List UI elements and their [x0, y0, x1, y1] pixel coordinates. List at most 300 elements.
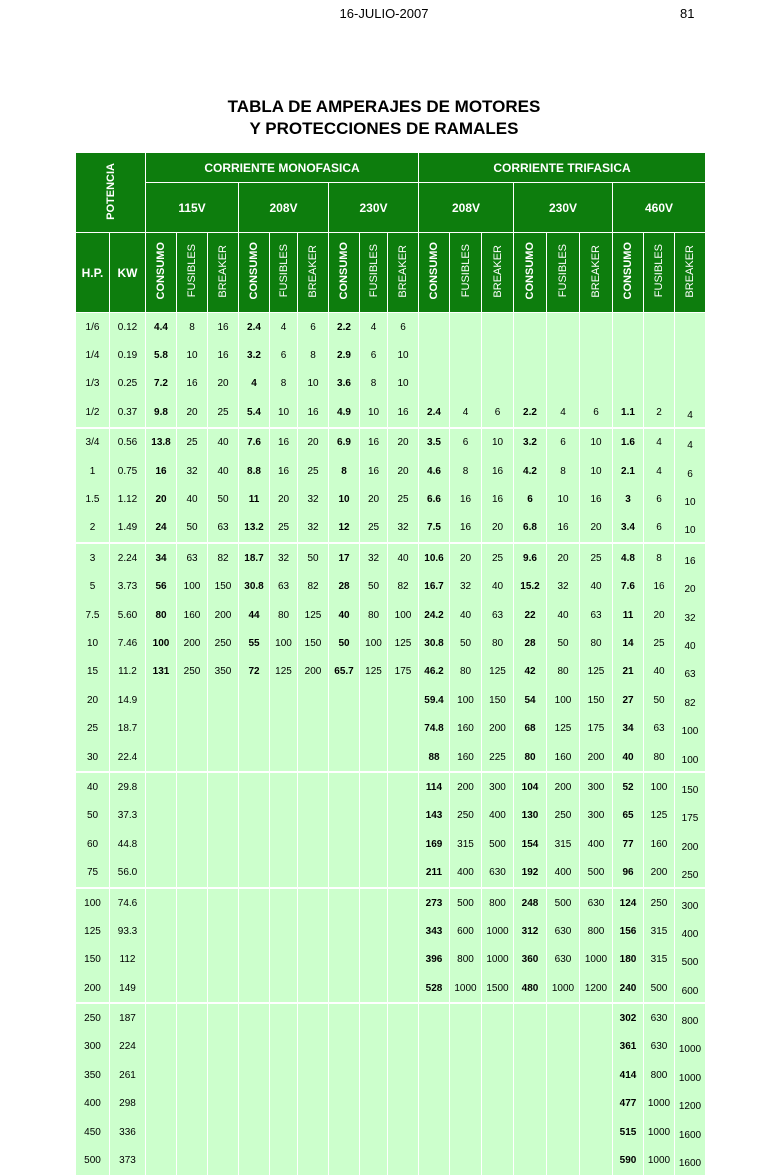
table-cell: [482, 370, 514, 398]
table-row: [76, 1061, 706, 1089]
table-cell: 300: [482, 772, 514, 801]
consumo-cell: 273: [419, 888, 450, 917]
hp-cell: 3: [76, 543, 110, 572]
table-cell: 500: [644, 974, 675, 1003]
consumo-cell: 46.2: [419, 658, 450, 686]
breaker-header: [675, 233, 706, 313]
table-cell: [208, 917, 239, 945]
table-cell: [298, 802, 329, 830]
consumo-cell: [329, 743, 360, 772]
table-cell: 100: [675, 743, 706, 772]
fusibles-label: FUSIBLES: [186, 244, 198, 298]
consumo-cell: [146, 888, 177, 917]
table-cell: 63: [270, 573, 298, 601]
potencia-header: [76, 153, 146, 233]
consumo-cell: 2.4: [239, 313, 270, 342]
table-cell: [270, 1090, 298, 1118]
table-cell: [270, 830, 298, 858]
consumo-cell: [239, 802, 270, 830]
table-cell: 10: [675, 485, 706, 513]
table-cell: 50: [177, 514, 208, 543]
table-cell: [208, 1146, 239, 1174]
fusibles-header: [450, 233, 482, 313]
consumo-cell: 3.2: [514, 428, 547, 457]
kw-cell: 7.46: [110, 629, 146, 657]
table-cell: 82: [208, 543, 239, 572]
table-cell: 8: [270, 370, 298, 398]
table-row: [76, 514, 706, 543]
consumo-cell: [239, 1090, 270, 1118]
table-row: [76, 1146, 706, 1174]
consumo-cell: 480: [514, 974, 547, 1003]
table-cell: 10: [580, 457, 613, 485]
table-cell: 8: [450, 457, 482, 485]
table-row: [76, 573, 706, 601]
table-cell: [177, 714, 208, 742]
table-cell: 200: [298, 658, 329, 686]
table-row: [76, 772, 706, 801]
consumo-cell: 3.4: [613, 514, 644, 543]
hp-cell: 1/2: [76, 398, 110, 427]
table-row: [76, 830, 706, 858]
consumo-cell: 2.4: [419, 398, 450, 427]
table-cell: 50: [208, 485, 239, 513]
consumo-cell: 50: [329, 629, 360, 657]
voltage-header: 460V: [613, 183, 706, 233]
kw-cell: 1.49: [110, 514, 146, 543]
table-cell: 82: [298, 573, 329, 601]
table-cell: [177, 946, 208, 974]
kw-cell: 14.9: [110, 686, 146, 714]
consumo-cell: 414: [613, 1061, 644, 1089]
table-cell: [270, 858, 298, 887]
table-cell: [208, 974, 239, 1003]
table-cell: [360, 802, 388, 830]
consumo-cell: 7.2: [146, 370, 177, 398]
table-cell: 200: [580, 743, 613, 772]
table-cell: [580, 1090, 613, 1118]
table-cell: [270, 802, 298, 830]
table-cell: [298, 772, 329, 801]
table-cell: [177, 1146, 208, 1174]
consumo-label: CONSUMO: [248, 242, 260, 300]
consumo-cell: [329, 714, 360, 742]
table-row: [76, 802, 706, 830]
consumo-cell: 211: [419, 858, 450, 887]
consumo-cell: 9.6: [514, 543, 547, 572]
consumo-cell: 24.2: [419, 601, 450, 629]
kw-cell: 261: [110, 1061, 146, 1089]
table-cell: [388, 830, 419, 858]
table-cell: 200: [547, 772, 580, 801]
consumo-cell: [613, 341, 644, 369]
consumo-cell: [329, 1090, 360, 1118]
table-row: [76, 974, 706, 1003]
fusibles-header: [270, 233, 298, 313]
table-cell: [270, 917, 298, 945]
consumo-cell: 40: [329, 601, 360, 629]
table-cell: 10: [675, 514, 706, 543]
table-cell: 20: [644, 601, 675, 629]
breaker-label: BREAKER: [590, 244, 602, 298]
table-cell: 32: [298, 485, 329, 513]
table-row: [76, 1003, 706, 1032]
hp-header: H.P.: [76, 233, 110, 313]
fusibles-label: FUSIBLES: [653, 244, 665, 298]
table-cell: 225: [482, 743, 514, 772]
kw-cell: 18.7: [110, 714, 146, 742]
table-cell: [298, 1118, 329, 1146]
table-cell: 125: [388, 629, 419, 657]
table-cell: 25: [360, 514, 388, 543]
table-cell: 100: [675, 714, 706, 742]
table-cell: [580, 1033, 613, 1061]
table-cell: [388, 1090, 419, 1118]
table-cell: [360, 1090, 388, 1118]
consumo-cell: 3.5: [419, 428, 450, 457]
hp-cell: 30: [76, 743, 110, 772]
table-cell: 16: [298, 398, 329, 427]
consumo-cell: 9.8: [146, 398, 177, 427]
consumo-cell: 34: [146, 543, 177, 572]
table-cell: [270, 1146, 298, 1174]
table-cell: 125: [360, 658, 388, 686]
kw-cell: 224: [110, 1033, 146, 1061]
table-cell: [580, 1118, 613, 1146]
hp-cell: 350: [76, 1061, 110, 1089]
consumo-cell: 72: [239, 658, 270, 686]
consumo-cell: [146, 917, 177, 945]
table-cell: 32: [388, 514, 419, 543]
kw-cell: 0.56: [110, 428, 146, 457]
table-cell: [298, 714, 329, 742]
table-cell: [482, 1146, 514, 1174]
table-cell: [547, 313, 580, 342]
table-cell: [208, 830, 239, 858]
consumo-cell: 40: [613, 743, 644, 772]
table-cell: 8: [177, 313, 208, 342]
consumo-cell: 30.8: [239, 573, 270, 601]
consumo-cell: [329, 1003, 360, 1032]
table-cell: 250: [547, 802, 580, 830]
consumo-cell: 2.9: [329, 341, 360, 369]
consumo-cell: [514, 1061, 547, 1089]
kw-cell: 112: [110, 946, 146, 974]
table-cell: 16: [547, 514, 580, 543]
consumo-cell: [146, 858, 177, 887]
voltage-header: 230V: [329, 183, 419, 233]
table-cell: 32: [298, 514, 329, 543]
table-cell: [580, 1146, 613, 1174]
table-cell: 200: [482, 714, 514, 742]
consumo-cell: 16.7: [419, 573, 450, 601]
consumo-cell: 24: [146, 514, 177, 543]
table-row: [76, 1118, 706, 1146]
consumo-label: CONSUMO: [622, 242, 634, 300]
table-cell: [450, 1118, 482, 1146]
table-cell: 250: [675, 858, 706, 887]
table-cell: 63: [580, 601, 613, 629]
consumo-cell: 65: [613, 802, 644, 830]
consumo-cell: 44: [239, 601, 270, 629]
consumo-cell: 6.8: [514, 514, 547, 543]
table-cell: 6: [360, 341, 388, 369]
table-cell: 250: [208, 629, 239, 657]
kw-cell: 44.8: [110, 830, 146, 858]
consumo-cell: 30.8: [419, 629, 450, 657]
table-cell: [177, 830, 208, 858]
table-cell: [388, 1118, 419, 1146]
table-cell: [177, 974, 208, 1003]
table-cell: 300: [580, 802, 613, 830]
table-cell: 10: [547, 485, 580, 513]
table-cell: 630: [644, 1033, 675, 1061]
consumo-cell: [146, 1003, 177, 1032]
table-cell: [360, 1146, 388, 1174]
table-cell: 25: [298, 457, 329, 485]
table-cell: [547, 1061, 580, 1089]
table-cell: [675, 313, 706, 342]
table-cell: 630: [644, 1003, 675, 1032]
consumo-cell: 2.1: [613, 457, 644, 485]
table-cell: 20: [482, 514, 514, 543]
table-cell: 8: [360, 370, 388, 398]
consumo-cell: 80: [146, 601, 177, 629]
fusibles-header: [644, 233, 675, 313]
table-cell: 32: [547, 573, 580, 601]
table-cell: 1000: [450, 974, 482, 1003]
table-row: [76, 888, 706, 917]
consumo-cell: [239, 888, 270, 917]
fusibles-label: FUSIBLES: [277, 244, 290, 298]
table-row: [76, 485, 706, 513]
hp-cell: 1/4: [76, 341, 110, 369]
consumo-cell: 42: [514, 658, 547, 686]
table-cell: [547, 1033, 580, 1061]
consumo-cell: 2.2: [329, 313, 360, 342]
table-cell: 20: [177, 398, 208, 427]
consumo-cell: 28: [514, 629, 547, 657]
consumo-header: [613, 233, 644, 313]
consumo-cell: [329, 1146, 360, 1174]
page-title: [0, 96, 768, 140]
consumo-header: [419, 233, 450, 313]
table-cell: 4: [675, 398, 706, 427]
consumo-cell: [239, 1146, 270, 1174]
table-cell: [298, 858, 329, 887]
table-cell: 1000: [482, 917, 514, 945]
voltage-header: 230V: [514, 183, 613, 233]
table-cell: [298, 1003, 329, 1032]
table-cell: [177, 888, 208, 917]
table-cell: 20: [675, 573, 706, 601]
consumo-cell: [239, 830, 270, 858]
table-cell: 40: [208, 428, 239, 457]
consumo-cell: 68: [514, 714, 547, 742]
hp-cell: 200: [76, 974, 110, 1003]
table-cell: 16: [177, 370, 208, 398]
consumo-cell: [329, 974, 360, 1003]
table-cell: [644, 341, 675, 369]
table-cell: 1000: [644, 1118, 675, 1146]
table-cell: 400: [580, 830, 613, 858]
table-cell: [388, 772, 419, 801]
table-cell: [298, 888, 329, 917]
hp-cell: 300: [76, 1033, 110, 1061]
table-cell: 16: [675, 543, 706, 572]
table-cell: 1600: [675, 1118, 706, 1146]
hp-cell: 25: [76, 714, 110, 742]
table-cell: [388, 802, 419, 830]
table-cell: [388, 743, 419, 772]
fusibles-label: FUSIBLES: [367, 244, 380, 298]
consumo-cell: [239, 917, 270, 945]
table-cell: [388, 974, 419, 1003]
table-cell: 175: [388, 658, 419, 686]
consumo-cell: [146, 830, 177, 858]
table-cell: 63: [177, 543, 208, 572]
table-cell: [208, 858, 239, 887]
table-cell: 300: [580, 772, 613, 801]
table-cell: 8: [644, 543, 675, 572]
consumo-cell: 12: [329, 514, 360, 543]
monofasica-header: CORRIENTE MONOFASICA: [146, 153, 419, 183]
consumo-cell: 4.4: [146, 313, 177, 342]
consumo-cell: 4.6: [419, 457, 450, 485]
table-cell: [298, 1146, 329, 1174]
table-cell: [298, 830, 329, 858]
table-cell: 16: [482, 485, 514, 513]
table-cell: [450, 313, 482, 342]
table-cell: [580, 1003, 613, 1032]
consumo-cell: 312: [514, 917, 547, 945]
table-cell: [580, 1061, 613, 1089]
table-cell: 32: [360, 543, 388, 572]
table-cell: 6: [644, 485, 675, 513]
consumo-cell: [239, 686, 270, 714]
breaker-label: BREAKER: [307, 244, 319, 298]
table-cell: [388, 714, 419, 742]
table-cell: [360, 772, 388, 801]
table-row: [76, 543, 706, 572]
consumo-header: [146, 233, 177, 313]
hp-cell: 75: [76, 858, 110, 887]
table-cell: 125: [644, 802, 675, 830]
table-cell: [360, 1003, 388, 1032]
breaker-label: BREAKER: [217, 244, 229, 298]
consumo-cell: 124: [613, 888, 644, 917]
consumo-cell: [419, 313, 450, 342]
consumo-cell: 4: [239, 370, 270, 398]
table-cell: 800: [675, 1003, 706, 1032]
voltage-header: 208V: [419, 183, 514, 233]
consumo-cell: 104: [514, 772, 547, 801]
table-cell: [482, 1033, 514, 1061]
breaker-label: BREAKER: [491, 244, 504, 298]
table-cell: 6: [547, 428, 580, 457]
consumo-cell: 13.2: [239, 514, 270, 543]
consumo-cell: 6: [514, 485, 547, 513]
consumo-cell: [146, 714, 177, 742]
table-cell: [450, 1061, 482, 1089]
consumo-cell: [146, 1090, 177, 1118]
table-cell: [450, 341, 482, 369]
table-cell: 4: [270, 313, 298, 342]
consumo-cell: [239, 946, 270, 974]
consumo-cell: [514, 1033, 547, 1061]
consumo-cell: 28: [329, 573, 360, 601]
table-cell: [644, 313, 675, 342]
table-cell: 6: [270, 341, 298, 369]
table-cell: 1600: [675, 1146, 706, 1174]
consumo-cell: [239, 1003, 270, 1032]
table-cell: 20: [270, 485, 298, 513]
table-cell: [360, 888, 388, 917]
consumo-cell: [239, 974, 270, 1003]
consumo-cell: 88: [419, 743, 450, 772]
table-cell: [208, 1090, 239, 1118]
breaker-header: [388, 233, 419, 313]
consumo-cell: [146, 946, 177, 974]
table-row: [76, 629, 706, 657]
table-cell: [298, 1033, 329, 1061]
amperage-table-container: [75, 152, 706, 1175]
table-cell: 40: [644, 658, 675, 686]
table-cell: [208, 1003, 239, 1032]
table-cell: [177, 1061, 208, 1089]
breaker-header: [298, 233, 329, 313]
table-cell: [360, 858, 388, 887]
consumo-label: CONSUMO: [155, 242, 167, 300]
kw-cell: 298: [110, 1090, 146, 1118]
table-cell: 10: [298, 370, 329, 398]
consumo-cell: 10: [329, 485, 360, 513]
table-cell: 175: [675, 802, 706, 830]
consumo-cell: 11: [613, 601, 644, 629]
consumo-cell: [146, 1061, 177, 1089]
hp-cell: 250: [76, 1003, 110, 1032]
table-cell: 175: [580, 714, 613, 742]
table-cell: 400: [675, 917, 706, 945]
table-cell: [177, 858, 208, 887]
consumo-label: CONSUMO: [428, 242, 440, 300]
consumo-cell: 7.6: [239, 428, 270, 457]
consumo-cell: [514, 313, 547, 342]
consumo-cell: [514, 341, 547, 369]
consumo-cell: 1.6: [613, 428, 644, 457]
table-cell: 16: [644, 573, 675, 601]
table-cell: 100: [360, 629, 388, 657]
consumo-cell: [146, 974, 177, 1003]
table-cell: 25: [270, 514, 298, 543]
consumo-cell: 6.6: [419, 485, 450, 513]
table-cell: 800: [482, 888, 514, 917]
table-cell: 80: [644, 743, 675, 772]
table-cell: 50: [360, 573, 388, 601]
consumo-cell: [419, 341, 450, 369]
consumo-cell: 4.8: [613, 543, 644, 572]
consumo-label: CONSUMO: [338, 242, 350, 300]
consumo-cell: 14: [613, 629, 644, 657]
kw-cell: 74.6: [110, 888, 146, 917]
table-cell: 6: [450, 428, 482, 457]
table-cell: [547, 1090, 580, 1118]
consumo-cell: 361: [613, 1033, 644, 1061]
kw-cell: 336: [110, 1118, 146, 1146]
voltage-header: 115V: [146, 183, 239, 233]
consumo-cell: [514, 370, 547, 398]
consumo-cell: 114: [419, 772, 450, 801]
